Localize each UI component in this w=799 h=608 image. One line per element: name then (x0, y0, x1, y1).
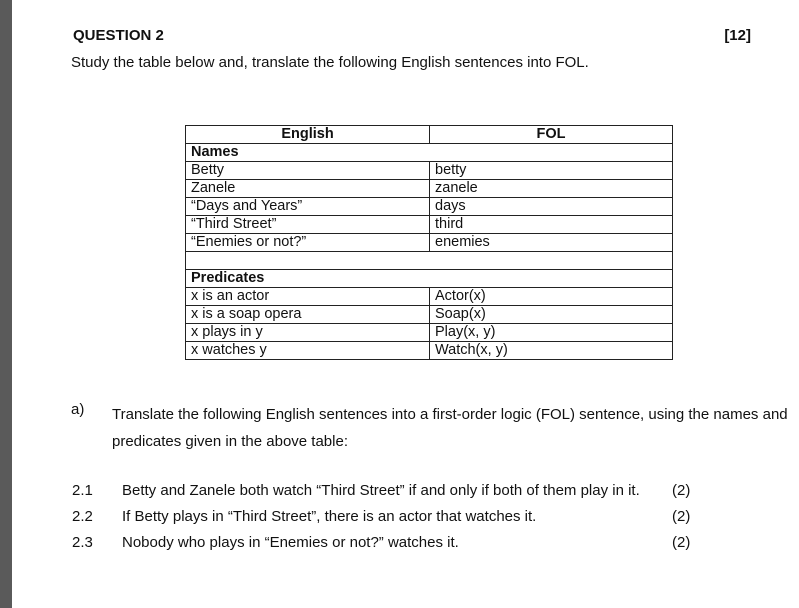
english-cell: Betty (186, 162, 430, 180)
names-heading-row (186, 144, 673, 162)
part-a-text: Translate the following English sentences into a first-order logic (FOL) sentence, using the names and predicates given in the above table: (112, 406, 788, 450)
table-row (186, 288, 673, 306)
english-cell: “Third Street” (186, 216, 430, 234)
subquestion-marks: (2) (672, 508, 691, 525)
subquestion-number: 2.3 (72, 534, 93, 551)
english-cell: x watches y (186, 342, 430, 360)
english-cell: Zanele (186, 180, 430, 198)
blank-row (186, 252, 673, 270)
table-header-row (186, 126, 673, 144)
subquestion-number: 2.2 (72, 508, 93, 525)
subquestion-marks: (2) (672, 482, 691, 499)
table-row (186, 234, 673, 252)
fol-cell: Actor(x) (430, 288, 673, 306)
subquestion-number: 2.1 (72, 482, 93, 499)
blank-cell (186, 252, 673, 270)
table-row (186, 162, 673, 180)
header-english: English (186, 126, 430, 144)
fol-cell: days (430, 198, 673, 216)
fol-cell: enemies (430, 234, 673, 252)
english-cell: “Enemies or not?” (186, 234, 430, 252)
subquestion-text: Nobody who plays in “Enemies or not?” watches it. (122, 534, 459, 551)
fol-cell: zanele (430, 180, 673, 198)
table-row (186, 306, 673, 324)
question-title: QUESTION 2 (73, 27, 164, 44)
fol-cell: Watch(x, y) (430, 342, 673, 360)
english-cell: x plays in y (186, 324, 430, 342)
english-cell: x is a soap opera (186, 306, 430, 324)
names-heading: Names (186, 144, 673, 162)
table-row (186, 198, 673, 216)
table-row (186, 342, 673, 360)
subquestion-text: Betty and Zanele both watch “Third Street” if and only if both of them play in it. (122, 482, 640, 499)
predicates-heading: Predicates (186, 270, 673, 288)
english-cell: “Days and Years” (186, 198, 430, 216)
english-cell: x is an actor (186, 288, 430, 306)
fol-cell: Soap(x) (430, 306, 673, 324)
english-fol-table (185, 125, 673, 360)
fol-cell: betty (430, 162, 673, 180)
predicates-heading-row (186, 270, 673, 288)
document-page (12, 0, 799, 608)
fol-cell: third (430, 216, 673, 234)
part-a-label: a) (71, 401, 85, 418)
table-row (186, 216, 673, 234)
fol-cell: Play(x, y) (430, 324, 673, 342)
header-fol: FOL (430, 126, 673, 144)
subquestion-text: If Betty plays in “Third Street”, there is an actor that watches it. (122, 508, 537, 525)
table-row (186, 324, 673, 342)
question-marks: [12] (724, 27, 751, 44)
table-row (186, 180, 673, 198)
question-intro: Study the table below and, translate the following English sentences into FOL. (71, 54, 589, 71)
subquestion-marks: (2) (672, 534, 691, 551)
